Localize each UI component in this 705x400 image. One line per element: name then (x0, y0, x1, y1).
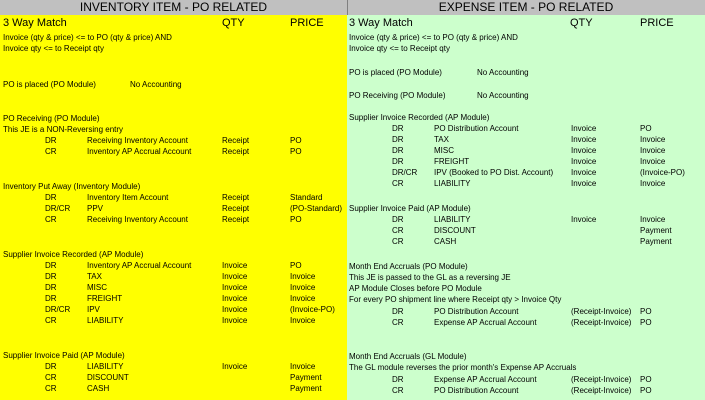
account-cell: Expense AP Accrual Account (434, 375, 537, 384)
drcr-cell: DR (45, 261, 57, 270)
price-cell: Invoice (290, 283, 316, 292)
drcr-cell: DR/CR (45, 305, 71, 314)
qty-cell: Invoice (571, 135, 597, 144)
right-po-placed: PO is placed (PO Module) (349, 68, 442, 77)
account-cell: PO Distribution Account (434, 307, 519, 316)
account-cell: PPV (87, 204, 104, 213)
drcr-cell: DR/CR (392, 168, 418, 177)
right-po-receiving-note: No Accounting (477, 91, 529, 100)
left-section-title: 3 Way Match (3, 17, 67, 29)
drcr-cell: DR/CR (45, 204, 71, 213)
drcr-cell: DR (392, 307, 404, 316)
account-cell: FREIGHT (434, 157, 470, 166)
price-cell: (Invoice-PO) (640, 168, 685, 177)
qty-cell: Invoice (222, 316, 248, 325)
account-cell: Inventory AP Accrual Account (87, 261, 192, 270)
account-cell: Receiving Inventory Account (87, 136, 188, 145)
account-cell: LIABILITY (87, 316, 124, 325)
price-cell: (Invoice-PO) (290, 305, 335, 314)
price-cell: PO (640, 124, 652, 133)
price-cell: Invoice (640, 215, 666, 224)
drcr-cell: DR (45, 294, 57, 303)
price-cell: Payment (640, 226, 672, 235)
price-cell: Invoice (640, 146, 666, 155)
right-match-line-2: Invoice qty <= to Receipt qty (349, 44, 450, 53)
left-po-placed-note: No Accounting (130, 80, 182, 89)
right-invoice-paid-title: Supplier Invoice Paid (AP Module) (349, 204, 471, 213)
price-cell: PO (640, 307, 652, 316)
drcr-cell: DR (45, 283, 57, 292)
drcr-cell: CR (392, 179, 404, 188)
price-cell: Invoice (290, 272, 316, 281)
account-cell: LIABILITY (434, 215, 471, 224)
account-cell: LIABILITY (434, 179, 471, 188)
qty-cell: Invoice (222, 283, 248, 292)
right-month-end-po-note-2: AP Module Closes before PO Module (349, 284, 482, 293)
right-price-col-header: PRICE (640, 17, 674, 29)
price-cell: PO (640, 318, 652, 327)
right-month-end-gl-title: Month End Accruals (GL Module) (349, 352, 467, 361)
drcr-cell: DR (392, 124, 404, 133)
drcr-cell: CR (45, 215, 57, 224)
drcr-cell: CR (45, 316, 57, 325)
left-put-away-title: Inventory Put Away (Inventory Module) (3, 182, 141, 191)
qty-cell: Invoice (571, 179, 597, 188)
left-po-receiving-note: This JE is a NON-Reversing entry (3, 125, 124, 134)
drcr-cell: CR (392, 318, 404, 327)
account-cell: DISCOUNT (434, 226, 476, 235)
left-match-line-1: Invoice (qty & price) <= to PO (qty & price) AND (3, 33, 172, 42)
drcr-cell: DR (45, 362, 57, 371)
price-cell: Invoice (640, 157, 666, 166)
price-cell: Invoice (290, 362, 316, 371)
left-po-receiving-title: PO Receiving (PO Module) (3, 114, 100, 123)
price-cell: PO (640, 375, 652, 384)
price-cell: PO (290, 215, 302, 224)
qty-cell: (Receipt-Invoice) (571, 375, 632, 384)
account-cell: TAX (434, 135, 449, 144)
right-month-end-po-title: Month End Accruals (PO Module) (349, 262, 468, 271)
drcr-cell: CR (45, 147, 57, 156)
account-cell: TAX (87, 272, 102, 281)
account-cell: MISC (434, 146, 454, 155)
qty-cell: Receipt (222, 193, 250, 202)
drcr-cell: DR (45, 136, 57, 145)
qty-cell: (Receipt-Invoice) (571, 318, 632, 327)
qty-cell: Receipt (222, 147, 250, 156)
right-month-end-gl-note: The GL module reverses the prior month's Expense AP Accruals (349, 363, 577, 372)
qty-cell: Receipt (222, 215, 250, 224)
qty-cell: Invoice (571, 124, 597, 133)
drcr-cell: DR (45, 193, 57, 202)
account-cell: FREIGHT (87, 294, 123, 303)
left-match-line-2: Invoice qty <= to Receipt qty (3, 44, 104, 53)
left-price-col-header: PRICE (290, 17, 324, 29)
left-header-title: INVENTORY ITEM - PO RELATED (79, 0, 268, 14)
price-cell: PO (640, 386, 652, 395)
qty-cell: Invoice (222, 294, 248, 303)
price-cell: Invoice (290, 316, 316, 325)
price-cell: Invoice (640, 179, 666, 188)
right-invoice-recorded-title: Supplier Invoice Recorded (AP Module) (349, 113, 490, 122)
account-cell: CASH (87, 384, 110, 393)
qty-cell: Invoice (222, 272, 248, 281)
drcr-cell: CR (392, 237, 404, 246)
account-cell: PO Distribution Account (434, 124, 519, 133)
right-po-placed-note: No Accounting (477, 68, 529, 77)
inventory-item-panel (0, 15, 347, 400)
account-cell: IPV (Booked to PO Dist. Account) (434, 168, 554, 177)
right-match-line-1: Invoice (qty & price) <= to PO (qty & price) AND (349, 33, 518, 42)
drcr-cell: DR (392, 135, 404, 144)
drcr-cell: DR (392, 146, 404, 155)
drcr-cell: CR (392, 386, 404, 395)
left-po-placed: PO is placed (PO Module) (3, 80, 96, 89)
right-section-title: 3 Way Match (349, 17, 413, 29)
qty-cell: Invoice (571, 146, 597, 155)
right-header-title: EXPENSE ITEM - PO RELATED (438, 0, 614, 14)
qty-cell: (Receipt-Invoice) (571, 386, 632, 395)
qty-cell: Invoice (571, 168, 597, 177)
right-qty-col-header: QTY (570, 17, 593, 29)
account-cell: PO Distribution Account (434, 386, 519, 395)
price-cell: Invoice (640, 135, 666, 144)
price-cell: Payment (290, 384, 322, 393)
price-cell: PO (290, 147, 302, 156)
qty-cell: Invoice (571, 215, 597, 224)
account-cell: CASH (434, 237, 457, 246)
account-cell: Expense AP Accrual Account (434, 318, 537, 327)
price-cell: PO (290, 261, 302, 270)
account-cell: MISC (87, 283, 107, 292)
qty-cell: Receipt (222, 136, 250, 145)
right-month-end-po-note-3: For every PO shipment line where Receipt qty > Invoice Qty (349, 295, 562, 304)
account-cell: Inventory Item Account (87, 193, 169, 202)
left-qty-col-header: QTY (222, 17, 245, 29)
price-cell: (PO-Standard) (290, 204, 343, 213)
drcr-cell: DR (392, 375, 404, 384)
drcr-cell: DR (45, 272, 57, 281)
drcr-cell: CR (45, 384, 57, 393)
drcr-cell: DR (392, 215, 404, 224)
qty-cell: Invoice (222, 261, 248, 270)
account-cell: Receiving Inventory Account (87, 215, 188, 224)
left-invoice-paid-title: Supplier Invoice Paid (AP Module) (3, 351, 125, 360)
price-cell: Standard (290, 193, 323, 202)
price-cell: Invoice (290, 294, 316, 303)
expense-item-panel (347, 15, 705, 400)
account-cell: Inventory AP Accrual Account (87, 147, 192, 156)
qty-cell: Invoice (571, 157, 597, 166)
qty-cell: Invoice (222, 305, 248, 314)
drcr-cell: CR (45, 373, 57, 382)
drcr-cell: CR (392, 226, 404, 235)
right-month-end-po-note-1: This JE is passed to the GL as a reversing JE (349, 273, 511, 282)
account-cell: DISCOUNT (87, 373, 129, 382)
left-invoice-recorded-title: Supplier Invoice Recorded (AP Module) (3, 250, 144, 259)
qty-cell: Receipt (222, 204, 250, 213)
price-cell: Payment (290, 373, 322, 382)
account-cell: LIABILITY (87, 362, 124, 371)
drcr-cell: DR (392, 157, 404, 166)
account-cell: IPV (87, 305, 100, 314)
price-cell: Payment (640, 237, 672, 246)
right-po-receiving: PO Receiving (PO Module) (349, 91, 446, 100)
qty-cell: (Receipt-Invoice) (571, 307, 632, 316)
price-cell: PO (290, 136, 302, 145)
qty-cell: Invoice (222, 362, 248, 371)
